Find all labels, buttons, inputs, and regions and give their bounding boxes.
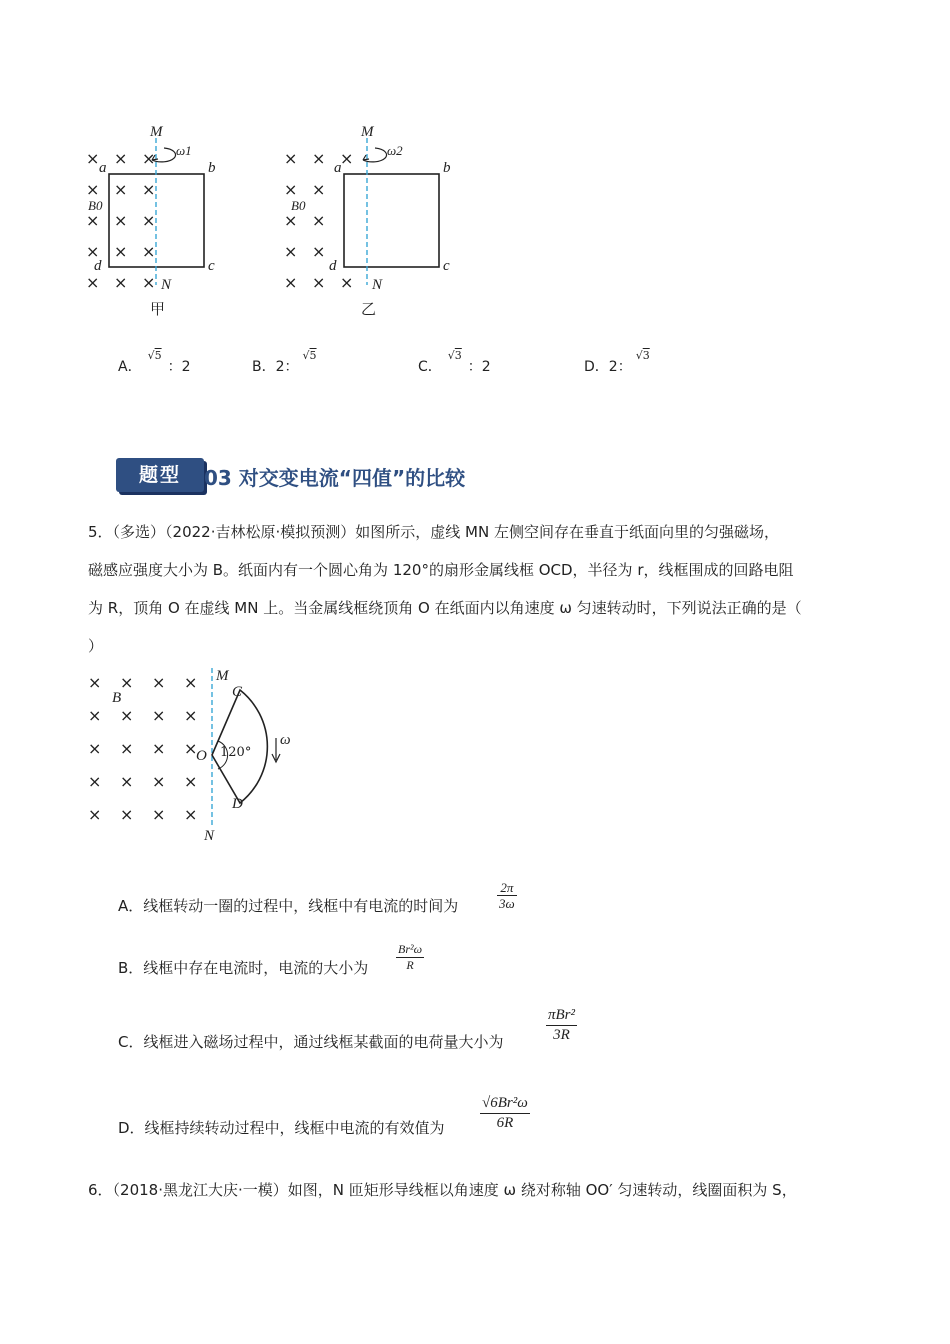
frame-yi — [344, 174, 439, 267]
option-text: A．线框转动一圈的过程中，线框中有电流的时间为 — [118, 897, 459, 915]
numerator: πBr² — [546, 1006, 577, 1026]
label-b-jia: b — [208, 160, 216, 176]
svg-text:×: × — [88, 706, 102, 725]
svg-text:×: × — [340, 273, 354, 292]
label-B0-jia: B0 — [88, 198, 103, 213]
svg-text:×: × — [284, 211, 298, 230]
section-badge: 题型 — [116, 458, 204, 492]
q5-option-c[interactable] — [118, 1032, 503, 1052]
denominator: 6R — [496, 1115, 514, 1131]
label-N-yi: N — [372, 277, 383, 293]
section-title: 03 对交变电流“四值”的比较 — [204, 466, 466, 490]
svg-text:×: × — [88, 673, 102, 692]
svg-text:×: × — [86, 149, 100, 168]
svg-text:×: × — [152, 772, 166, 791]
sqrt-symbol: √3 — [447, 349, 462, 362]
magnetic-field-crosses-yi — [284, 149, 353, 292]
option-text: D．线框持续转动过程中，线框中电流的有效值为 — [118, 1119, 445, 1137]
label-c-yi: c — [443, 258, 450, 274]
q5-option-b[interactable] — [118, 958, 368, 978]
fraction-d — [480, 1094, 530, 1133]
svg-text:×: × — [184, 772, 198, 791]
option-label: A． — [118, 359, 142, 375]
q4-option-c[interactable] — [418, 349, 491, 376]
svg-text:×: × — [184, 706, 198, 725]
svg-text:×: × — [184, 673, 198, 692]
label-B: B — [112, 690, 122, 706]
q5-line-3: 为 R，顶角 O 在虚线 MN 上。当金属线框绕顶角 O 在纸面内以角速度 ω 匀速转动时，下列说法正确的是（ — [88, 599, 802, 617]
label-omega: ω — [280, 732, 291, 748]
denominator: 3R — [553, 1027, 570, 1043]
svg-text:×: × — [312, 273, 326, 292]
label-b-yi: b — [443, 160, 451, 176]
svg-text:×: × — [88, 739, 102, 758]
label-c-jia: c — [208, 258, 215, 274]
svg-text:×: × — [340, 149, 354, 168]
q5-line-4: ） — [88, 637, 104, 655]
option-after: ：2 — [167, 359, 191, 375]
svg-text:×: × — [284, 273, 298, 292]
label-O: O — [196, 748, 207, 764]
sqrt-symbol: √5 — [147, 349, 162, 362]
svg-text:×: × — [120, 739, 134, 758]
numerator: 2π — [497, 880, 517, 896]
denominator: R — [406, 958, 414, 972]
fraction-b — [396, 942, 424, 973]
svg-text:×: × — [114, 180, 128, 199]
label-M: M — [216, 668, 229, 684]
denominator: 3ω — [499, 896, 515, 911]
label-d-jia: d — [94, 258, 102, 274]
svg-text:×: × — [120, 673, 134, 692]
q6-line-1: 6．（2018·黑龙江大庆·一模）如图，N 匝矩形导线框以角速度 ω 绕对称轴 OO′ 匀速转动，线圈面积为 S， — [88, 1181, 797, 1199]
magnetic-field-crosses — [88, 673, 197, 824]
option-label: B． — [252, 359, 276, 375]
svg-text:×: × — [86, 211, 100, 230]
option-label: D． — [584, 359, 609, 375]
svg-text:×: × — [114, 242, 128, 261]
svg-text:×: × — [152, 706, 166, 725]
option-label: C． — [418, 359, 442, 375]
sqrt-symbol: √3 — [635, 349, 650, 362]
q5-option-a[interactable] — [118, 896, 458, 916]
label-C: C — [232, 684, 243, 700]
label-d-yi: d — [329, 258, 337, 274]
q4-option-d[interactable] — [584, 349, 654, 376]
svg-text:×: × — [142, 149, 156, 168]
svg-text:×: × — [152, 673, 166, 692]
caption-yi: 乙 — [361, 300, 377, 318]
label-omega-yi: ω2 — [387, 143, 403, 158]
label-N-jia: N — [161, 277, 172, 293]
svg-text:×: × — [86, 242, 100, 261]
label-N: N — [204, 828, 215, 844]
label-angle: 120° — [220, 745, 252, 760]
option-before: 2： — [608, 359, 632, 375]
svg-text:×: × — [142, 211, 156, 230]
label-M-jia: M — [150, 124, 163, 140]
svg-text:×: × — [88, 772, 102, 791]
option-before: 2： — [275, 359, 299, 375]
figure-rotating-frames — [80, 120, 480, 325]
option-text: C．线框进入磁场过程中，通过线框某截面的电荷量大小为 — [118, 1033, 504, 1051]
svg-text:×: × — [284, 180, 298, 199]
svg-text:×: × — [284, 242, 298, 261]
svg-text:×: × — [184, 739, 198, 758]
svg-text:×: × — [284, 149, 298, 168]
label-D: D — [232, 796, 243, 812]
label-a-jia: a — [99, 160, 107, 176]
svg-text:×: × — [86, 273, 100, 292]
svg-text:×: × — [312, 149, 326, 168]
svg-text:×: × — [142, 180, 156, 199]
svg-text:×: × — [120, 805, 134, 824]
svg-text:×: × — [312, 242, 326, 261]
svg-text:×: × — [152, 739, 166, 758]
svg-text:×: × — [142, 273, 156, 292]
fraction-c — [546, 1006, 577, 1045]
q5-line-2: 磁感应强度大小为 B。纸面内有一个圆心角为 120°的扇形金属线框 OCD，半径为 r，线框围成的回路电阻 — [88, 561, 794, 579]
q4-option-b[interactable] — [252, 349, 321, 376]
svg-text:×: × — [312, 180, 326, 199]
label-omega-jia: ω1 — [176, 143, 192, 158]
svg-text:×: × — [86, 180, 100, 199]
svg-text:×: × — [114, 273, 128, 292]
svg-text:×: × — [184, 805, 198, 824]
label-a-yi: a — [334, 160, 342, 176]
numerator: Br²ω — [398, 942, 423, 956]
figure-sector-frame — [80, 660, 310, 850]
label-B0-yi: B0 — [291, 198, 306, 213]
q4-option-a[interactable] — [118, 349, 191, 376]
numerator: √6Br²ω — [480, 1094, 530, 1114]
option-text: B．线框中存在电流时，电流的大小为 — [118, 959, 369, 977]
svg-text:×: × — [88, 805, 102, 824]
svg-text:×: × — [312, 211, 326, 230]
label-M-yi: M — [361, 124, 374, 140]
svg-text:×: × — [114, 149, 128, 168]
sqrt-symbol: √5 — [302, 349, 317, 362]
q5-line-1: 5．（多选）（2022·吉林松原·模拟预测）如图所示，虚线 MN 左侧空间存在垂直于纸面向里的匀强磁场， — [88, 523, 779, 541]
svg-text:×: × — [120, 706, 134, 725]
fraction-a — [497, 880, 517, 911]
svg-text:×: × — [114, 211, 128, 230]
svg-text:×: × — [142, 242, 156, 261]
svg-text:×: × — [120, 772, 134, 791]
option-after: ：2 — [467, 359, 491, 375]
caption-jia: 甲 — [150, 300, 166, 318]
svg-text:×: × — [152, 805, 166, 824]
q5-option-d[interactable] — [118, 1118, 445, 1138]
